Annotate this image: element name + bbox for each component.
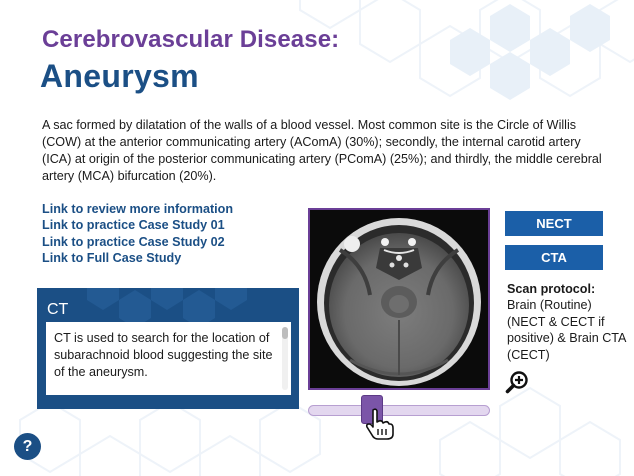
ct-panel-title: CT <box>47 301 69 318</box>
brain-ct-illustration <box>310 210 488 388</box>
scan-protocol-text: Brain (Routine) (NECT & CECT if positive) & Brain CTA (CECT) <box>507 298 626 362</box>
link-full-case-study[interactable]: Link to Full Case Study <box>42 250 182 265</box>
ct-scan-image <box>308 208 490 390</box>
cta-button[interactable]: CTA <box>505 245 603 270</box>
ct-text-box[interactable] <box>46 322 291 395</box>
link-case-study-02[interactable]: Link to practice Case Study 02 <box>42 234 225 249</box>
slice-slider-track[interactable] <box>308 405 490 416</box>
zoom-in-icon[interactable] <box>505 370 529 394</box>
scan-protocol-heading: Scan protocol: <box>507 282 596 296</box>
page-subtitle: Cerebrovascular Disease: <box>42 26 340 53</box>
ct-info-panel <box>37 288 299 409</box>
link-review-more-information[interactable]: Link to review more information <box>42 202 234 216</box>
link-case-study-01[interactable]: Link to practice Case Study 01 <box>42 218 225 233</box>
page-title: Aneurysm <box>40 58 199 94</box>
scrollbar-thumb[interactable] <box>282 327 288 339</box>
ct-panel-text: CT is used to search for the location of subarachnoid blood suggesting the site of the aneurysm. <box>54 331 273 379</box>
nect-button[interactable]: NECT <box>505 211 603 236</box>
link-list <box>42 201 233 266</box>
hand-pointer-icon <box>364 408 394 440</box>
scan-protocol <box>507 281 627 363</box>
description-text: A sac formed by dilatation of the walls of a blood vessel. Most common site is the Circle of Willis (COW) at the anterior communicating artery (AComA) (30%); secondly, the internal carotid artery (ICA) at origin of the posterior communicating artery (PComA) (25%); and thirdly, the middle cerebral artery (MCA) bifurcation (20%). <box>42 118 602 183</box>
help-button[interactable]: ? <box>14 433 41 460</box>
